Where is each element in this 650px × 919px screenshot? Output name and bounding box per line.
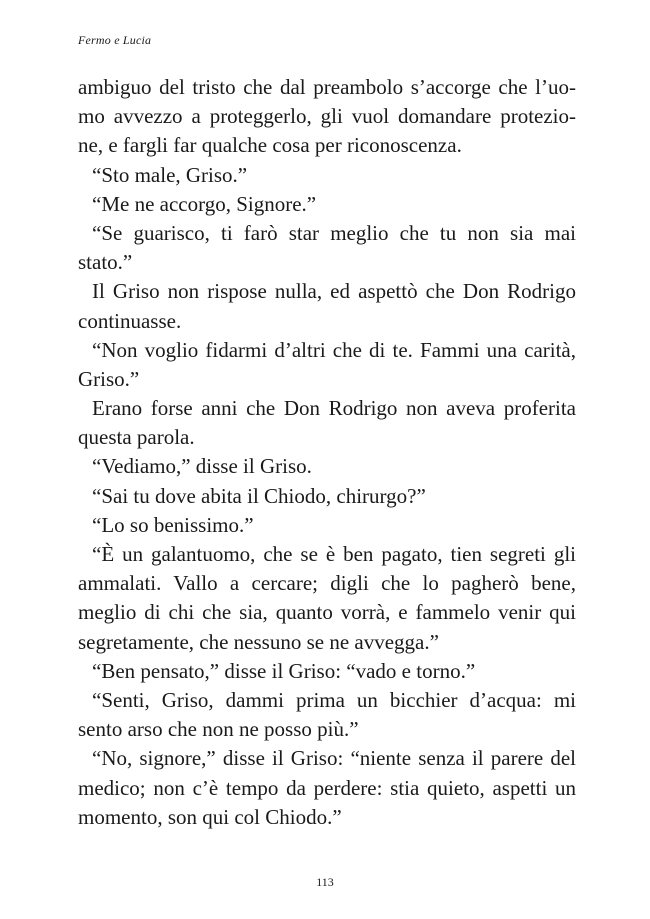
text-line: “Sto male, Griso.” bbox=[92, 162, 248, 187]
text-line: “Vediamo,” disse il Griso. bbox=[92, 454, 312, 479]
text-line: “Sai tu dove abita il Chiodo, chirurgo?” bbox=[92, 483, 426, 508]
text-line: segretamente, che nessuno se ne avvegga.” bbox=[78, 629, 439, 654]
text-line: medico; non c’è tempo da perdere: stia quieto, aspetti un bbox=[78, 775, 576, 800]
text-line: stato.” bbox=[78, 250, 133, 275]
text-line: Griso.” bbox=[78, 366, 140, 391]
text-line: ammalati. Vallo a cercare; digli che lo pagherò bene, bbox=[78, 571, 576, 596]
text-line: questa parola. bbox=[78, 425, 195, 450]
text-line: “Me ne accorgo, Signore.” bbox=[92, 191, 317, 216]
text-line: “È un galantuomo, che se è ben pagato, tien segreti gli bbox=[92, 542, 576, 566]
text-line: momento, son qui col Chiodo.” bbox=[78, 804, 342, 829]
page-number: 113 bbox=[316, 875, 334, 889]
text-line: “Ben pensato,” disse il Griso: “vado e torno.” bbox=[92, 658, 476, 683]
text-line: mo avvezzo a proteggerlo, gli vuol domandare protezio- bbox=[78, 104, 576, 129]
text-line: sento arso che non ne posso più.” bbox=[78, 717, 359, 742]
text-line: meglio di chi che sia, quanto vorrà, e fammelo venir qui bbox=[78, 600, 576, 625]
running-head-title: Fermo e Lucia bbox=[78, 33, 152, 47]
text-line: Il Griso non rispose nulla, ed aspettò che Don Rodrigo bbox=[92, 279, 576, 304]
text-line: “Senti, Griso, dammi prima un bicchier d’acqua: mi bbox=[92, 687, 576, 712]
text-line: “No, signore,” disse il Griso: “niente senza il parere del bbox=[92, 746, 576, 771]
text-line: Erano forse anni che Don Rodrigo non aveva proferita bbox=[92, 396, 576, 421]
text-line: continuasse. bbox=[78, 308, 182, 333]
text-line: ne, e fargli far qualche cosa per riconoscenza. bbox=[78, 133, 462, 158]
text-line: “Lo so benissimo.” bbox=[92, 512, 254, 537]
body-text bbox=[78, 73, 576, 832]
text-line: “Se guarisco, ti farò star meglio che tu non sia mai bbox=[92, 220, 576, 245]
text-line: ambiguo del tristo che dal preambolo s’accorge che l’uo- bbox=[78, 75, 576, 99]
text-line: “Non voglio fidarmi d’altri che di te. Fammi una carità, bbox=[92, 337, 576, 362]
